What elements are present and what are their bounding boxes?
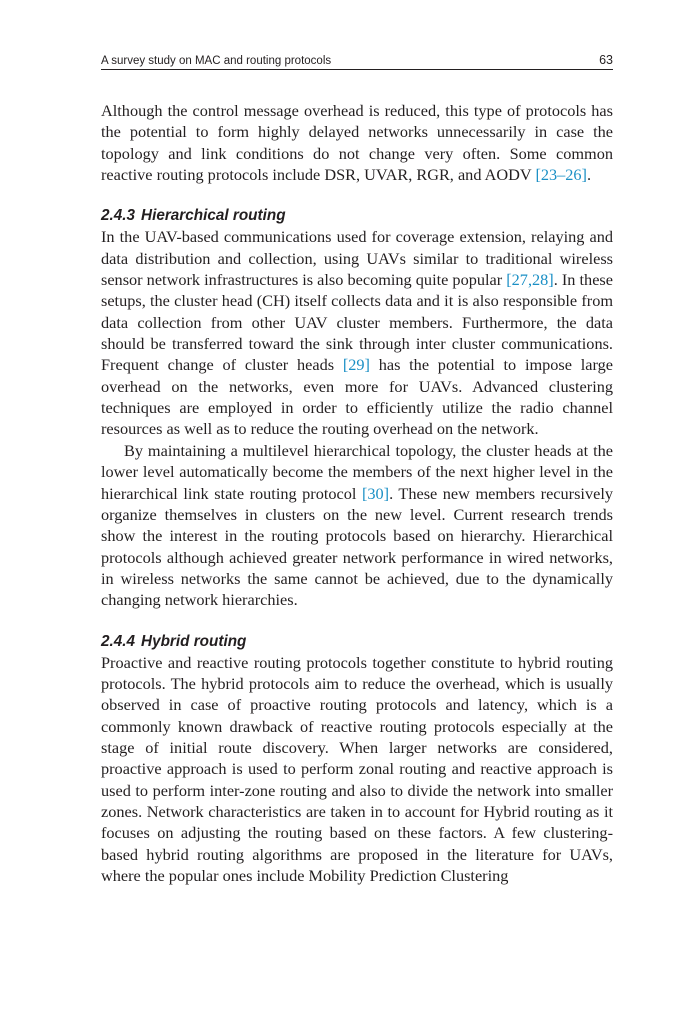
paragraph-hierarchical-1 [101, 226, 613, 439]
paragraph-text: has the potential to impose large overhead on the networks, even more for UAVs. Advanced clustering techniques are employed in order to efficiently utilize the radio channel resources as well as to reduce the routing overhead on the network. [101, 355, 613, 439]
citation-link[interactable]: [29] [342, 355, 370, 375]
paragraph-text: . These new members recursively organize themselves in clusters on the new level. Current research trends show the interest in the routing protocols based on hierarchy. Hierarchical protocols although achieved greater network performance in wired networks, in wireless networks the same cannot be achieved, due to the dynamically changing network hierarchies. [101, 483, 613, 610]
paragraph-reactive-summary [101, 100, 613, 185]
paragraph-text: In the UAV-based communications used for coverage extension, relaying and data distribution and collection, using UAVs similar to traditional wireless sensor network infrastructures is also becoming quite popular [101, 227, 613, 290]
section-heading-hybrid-routing [101, 631, 613, 652]
citation-link[interactable]: [30] [361, 483, 390, 503]
paragraph-text: By maintaining a multilevel hierarchical topology, the cluster heads at the lower level automatically become the members of the next higher level in the hierarchical link state routing protocol [101, 440, 613, 503]
paragraph-hierarchical-2 [101, 440, 613, 611]
page-number: 63 [599, 53, 613, 67]
section-number: 2.4.3 [101, 207, 136, 225]
section-number: 2.4.4 [101, 632, 136, 650]
paragraph-text: . In these setups, the cluster head (CH) itself collects data and it is also responsible from data collection from other UAV cluster members. Furthermore, the data should be transferred toward the sink through inter cluster communications. Frequent change of cluster heads [101, 270, 613, 375]
body-text [101, 100, 613, 886]
section-heading-hierarchical-routing [101, 205, 613, 226]
citation-link[interactable]: [27,28] [506, 270, 554, 290]
paragraph-text: . [586, 165, 592, 185]
running-header [101, 50, 613, 70]
paragraph-text: Although the control message overhead is reduced, this type of protocols has the potential to form highly delayed networks unnecessarily in case the topology and link conditions do not change very often. Some common reactive routing protocols include DSR, UVAR, RGR, and AODV [101, 101, 613, 185]
page [101, 50, 613, 886]
citation-link[interactable]: [23–26] [535, 165, 587, 185]
running-title: A survey study on MAC and routing protocols [101, 55, 332, 67]
paragraph-hybrid-1: Proactive and reactive routing protocols together constitute to hybrid routing protocols. The hybrid protocols aim to reduce the overhead, which is usually observed in case of proactive routing protocols and latency, which is a commonly known drawback of reactive routing protocols especially at the stage of initial route discovery. When larger networks are considered, proactive approach is used to perform zonal routing and reactive approach is used to perform inter-zone routing and also to divide the network into smaller zones. Network characteristics are taken in to account for Hybrid routing as it focuses on adjusting the routing based on these factors. A few clustering-based hybrid routing algorithms are proposed in the literature for UAVs, where the popular ones include Mobility Prediction Clustering [101, 652, 613, 885]
section-title: Hierarchical routing [141, 207, 286, 225]
section-title: Hybrid routing [141, 632, 247, 650]
